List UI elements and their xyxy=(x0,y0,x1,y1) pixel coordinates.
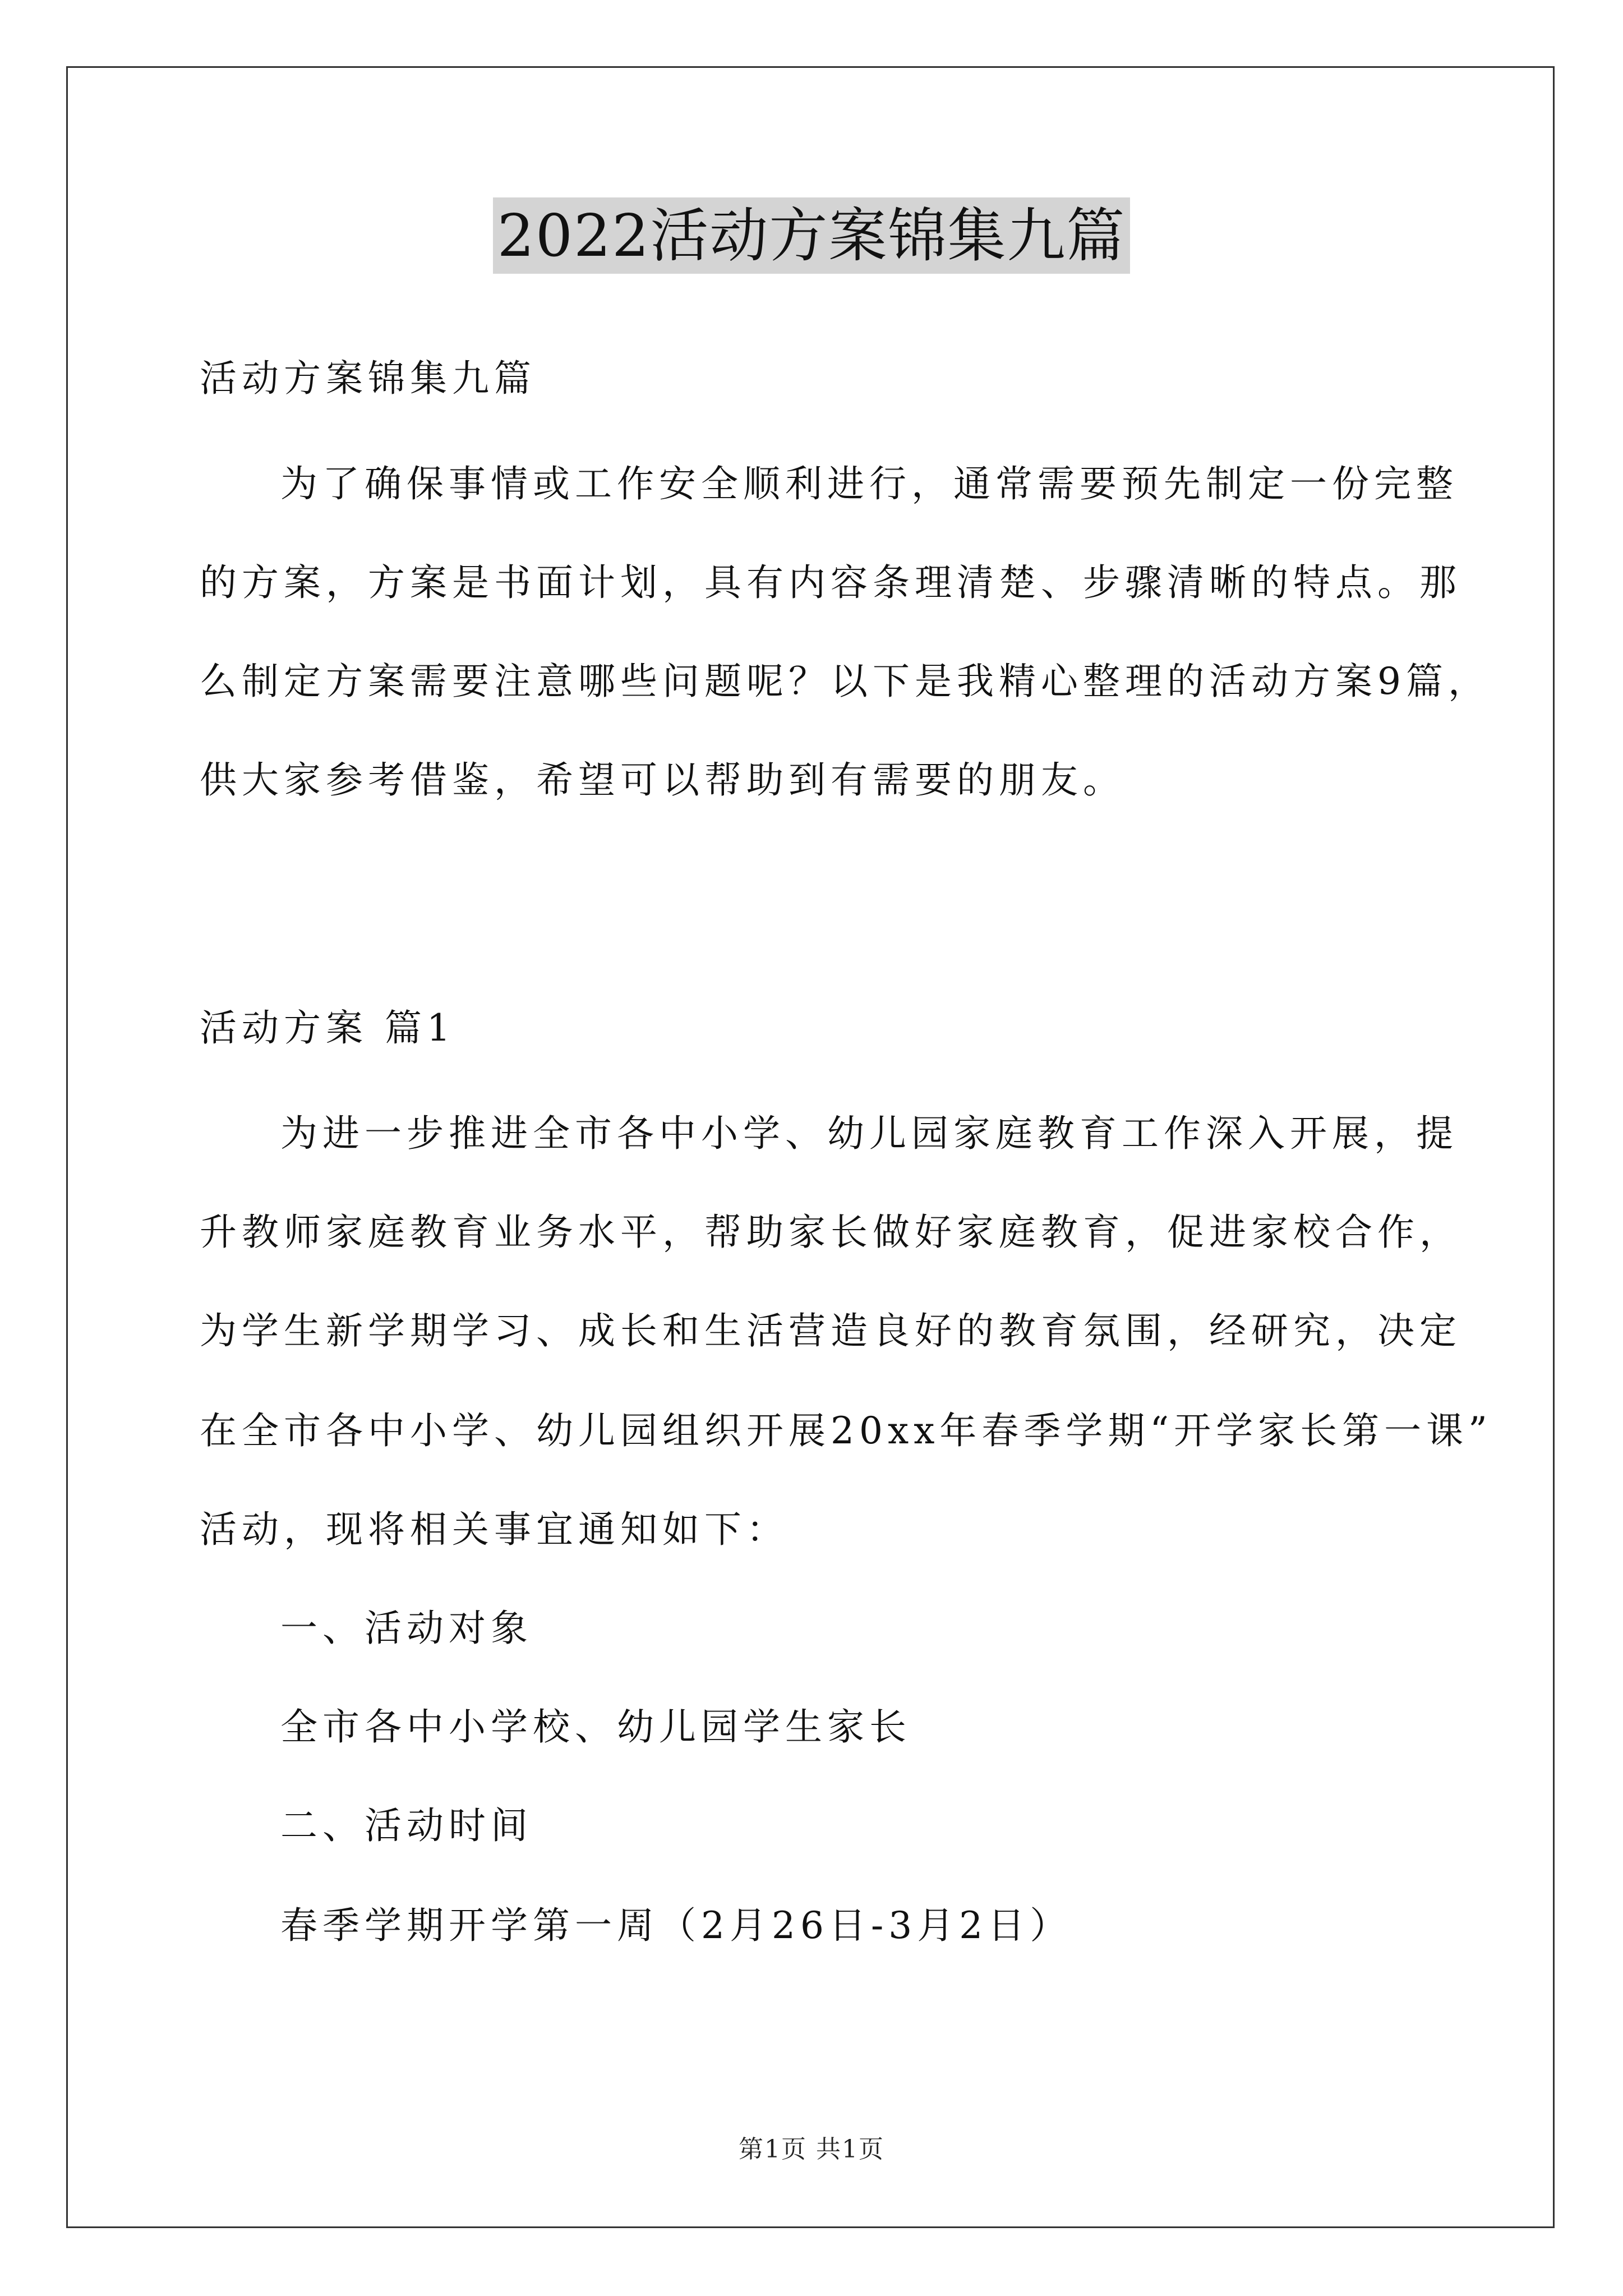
item-1-heading: 一、活动对象 xyxy=(280,1607,533,1650)
section-1-line-2: 升教师家庭教育业务水平，帮助家长做好家庭教育，促进家校合作， xyxy=(200,1211,1461,1254)
section-1-line-5: 活动，现将相关事宜通知如下： xyxy=(200,1508,789,1551)
page-footer: 第1页 共1页 xyxy=(739,2135,884,2164)
item-1-text: 全市各中小学校、幼儿园学生家长 xyxy=(280,1705,911,1749)
section-1-heading: 活动方案 篇1 xyxy=(200,1006,455,1050)
subtitle: 活动方案锦集九篇 xyxy=(200,357,536,400)
title-container xyxy=(0,197,1623,274)
item-2-heading: 二、活动时间 xyxy=(280,1804,533,1847)
section-1-line-4: 在全市各中小学、幼儿园组织开展20xx年春季学期“开学家长第一课” xyxy=(200,1409,1492,1452)
intro-line-4: 供大家参考借鉴，希望可以帮助到有需要的朋友。 xyxy=(200,758,1125,802)
section-1-line-1: 为进一步推进全市各中小学、幼儿园家庭教育工作深入开展，提 xyxy=(280,1112,1458,1155)
item-2-text: 春季学期开学第一周（2月26日-3月2日） xyxy=(280,1904,1072,1947)
intro-line-3: 么制定方案需要注意哪些问题呢？以下是我精心整理的活动方案9篇， xyxy=(200,660,1490,703)
document-title: 2022活动方案锦集九篇 xyxy=(493,197,1131,274)
intro-line-2: 的方案，方案是书面计划，具有内容条理清楚、步骤清晰的特点。那 xyxy=(200,561,1461,604)
section-1-line-3: 为学生新学期学习、成长和生活营造良好的教育氛围，经研究，决定 xyxy=(200,1309,1461,1352)
intro-line-1: 为了确保事情或工作安全顺利进行，通常需要预先制定一份完整 xyxy=(280,462,1458,505)
